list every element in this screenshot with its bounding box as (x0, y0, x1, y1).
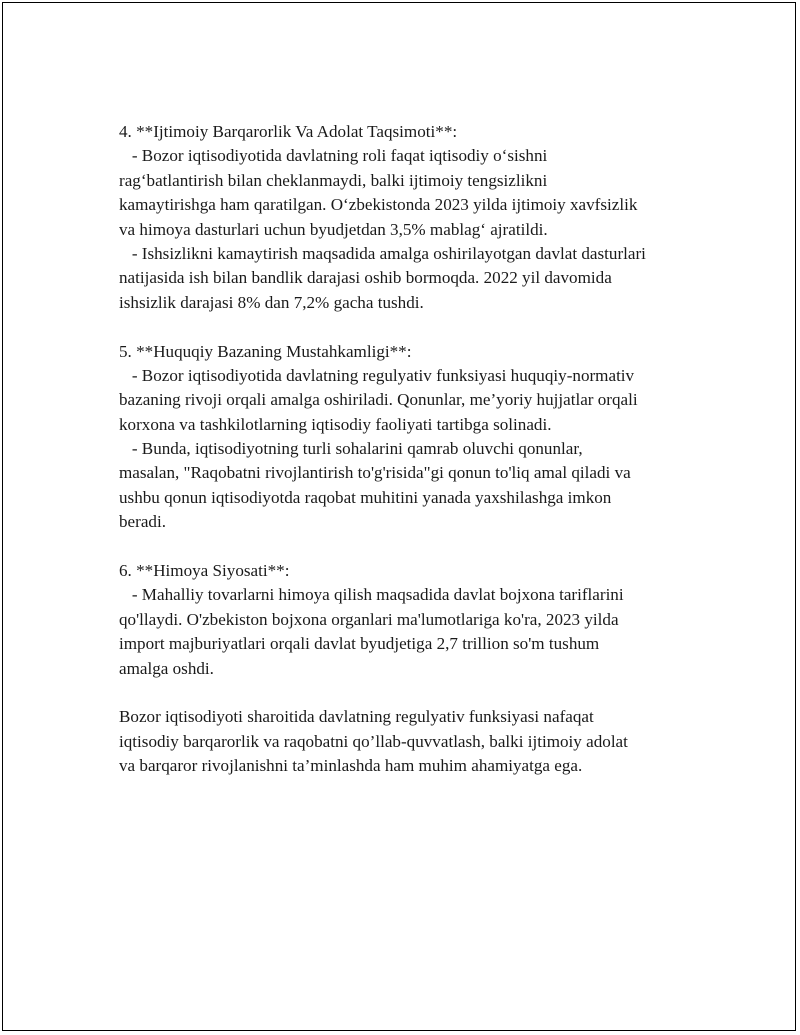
text-line: - Bozor iqtisodiyotida davlatning regulyativ funksiyasi huquqiy-normativ (119, 365, 635, 385)
text-line: Bozor iqtisodiyoti sharoitida davlatning regulyativ funksiyasi nafaqat (119, 707, 594, 727)
text-line: ushbu qonun iqtisodiyotda raqobat muhitini yanada yaxshilashga imkon (119, 487, 612, 507)
section-legal-base (119, 340, 719, 535)
text-line: korxona va tashkilotlarning iqtisodiy faoliyati tartibga solinadi. (119, 414, 552, 434)
text-line: amalga oshdi. (119, 658, 214, 678)
document-body (119, 120, 719, 779)
text-line: va barqaror rivojlanishni ta’minlashda ham muhim ahamiyatga ega. (119, 756, 583, 776)
text-line: masalan, "Raqobatni rivojlantirish to'g'risida"gi qonun to'liq amal qiladi va (119, 463, 631, 483)
section-heading: 4. **Ijtimoiy Barqarorlik Va Adolat Taqsimoti**: (119, 122, 458, 141)
text-line: kamaytirishga ham qaratilgan. O‘zbekistonda 2023 yilda ijtimoiy xavfsizlik (119, 195, 638, 215)
conclusion-paragraph (119, 705, 719, 778)
text-line: iqtisodiy barqarorlik va raqobatni qo’llab-quvvatlash, balki ijtimoiy adolat (119, 731, 628, 751)
text-line: bazaning rivoji orqali amalga oshiriladi. Qonunlar, me’yoriy hujjatlar orqali (119, 390, 638, 410)
document-page (2, 2, 796, 1031)
text-line: - Mahalliy tovarlarni himoya qilish maqsadida davlat bojxona tariflarini (119, 585, 624, 605)
section-protection-policy (119, 559, 719, 681)
text-line: rag‘batlantirish bilan cheklanmaydi, balki ijtimoiy tengsizlikni (119, 170, 548, 190)
text-line: va himoya dasturlari uchun byudjetdan 3,5% mablag‘ ajratildi. (119, 219, 548, 239)
text-line: ishsizlik darajasi 8% dan 7,2% gacha tushdi. (119, 292, 424, 312)
text-line: import majburiyatlari orqali davlat byudjetiga 2,7 trillion so'm tushum (119, 634, 600, 654)
section-social-stability (119, 120, 719, 315)
text-line: natijasida ish bilan bandlik darajasi oshib bormoqda. 2022 yil davomida (119, 268, 612, 288)
text-line: qo'llaydi. O'zbekiston bojxona organlari ma'lumotlariga ko'ra, 2023 yilda (119, 609, 619, 629)
paragraph-gap (119, 681, 719, 705)
text-line: beradi. (119, 512, 166, 532)
paragraph-gap (119, 315, 719, 339)
text-line: - Bunda, iqtisodiyotning turli sohalarini qamrab oluvchi qonunlar, (119, 439, 583, 459)
text-line: - Bozor iqtisodiyotida davlatning roli faqat iqtisodiy o‘sishni (119, 146, 548, 166)
section-heading: 5. **Huquqiy Bazaning Mustahkamligi**: (119, 341, 412, 361)
section-heading: 6. **Himoya Siyosati**: (119, 561, 290, 581)
paragraph-gap (119, 535, 719, 559)
text-line: - Ishsizlikni kamaytirish maqsadida amalga oshirilayotgan davlat dasturlari (119, 243, 646, 263)
